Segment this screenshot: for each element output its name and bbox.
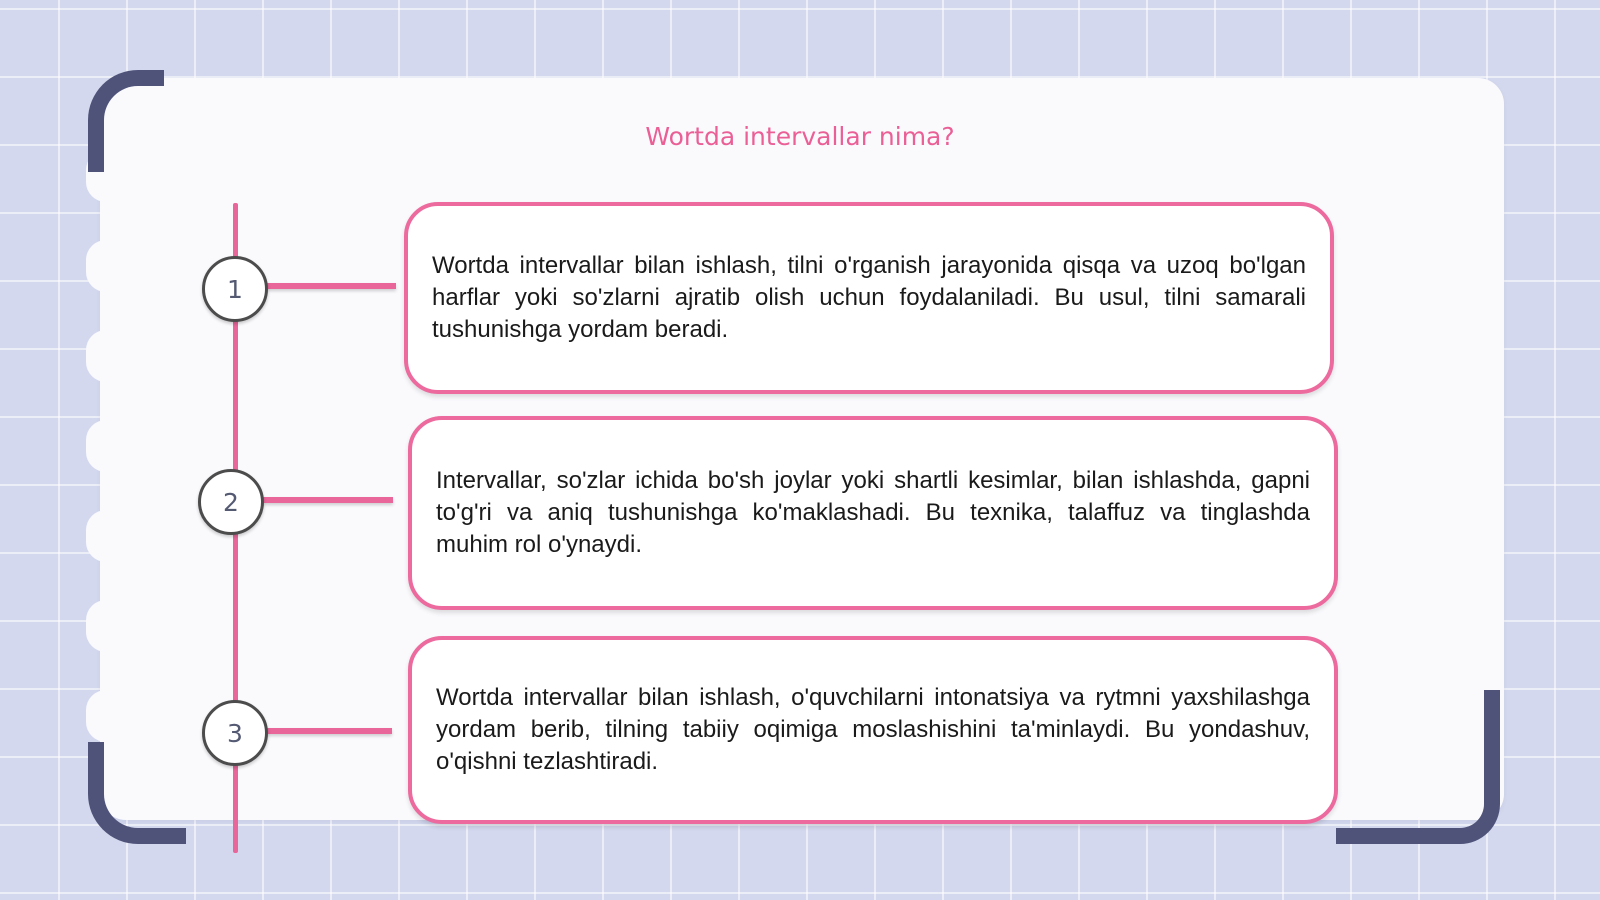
paper-scallop	[86, 690, 126, 742]
step-card-3	[408, 636, 1338, 824]
timeline-connector	[266, 728, 392, 734]
step-card-2	[408, 416, 1338, 610]
paper-scallop	[86, 510, 126, 562]
timeline-connector	[266, 283, 396, 289]
step-text-3: Wortda intervallar bilan ishlash, o'quvchilarni intonatsiya va rytmni yaxshilashga yordam berib, tilning tabiiy oqimiga moslashishini ta'minlaydi. Bu yondashuv, o'qishni tezlashtiradi.	[436, 684, 1310, 775]
step-card-1	[404, 202, 1334, 394]
paper-scallop	[86, 600, 126, 652]
paper-scallop	[86, 240, 126, 292]
step-number-3: 3	[202, 700, 268, 766]
slide-title: Wortda intervallar nima?	[645, 122, 955, 151]
corner-bracket-top-left	[88, 70, 164, 172]
corner-bracket-bottom-left	[88, 742, 186, 844]
paper-scallop	[86, 330, 126, 382]
step-text-1: Wortda intervallar bilan ishlash, tilni o'rganish jarayonida qisqa va uzoq bo'lgan harflar yoki so'zlarni ajratib olish uchun foydalaniladi. Bu usul, tilni samarali tushunishga yordam beradi.	[432, 252, 1306, 343]
timeline-connector	[263, 497, 393, 503]
corner-bracket-bottom-right	[1336, 690, 1500, 844]
step-number-2: 2	[198, 469, 264, 535]
step-text-2: Intervallar, so'zlar ichida bo'sh joylar yoki shartli kesimlar, bilan ishlashda, gapni to'g'ri va aniq tushunishga ko'maklashadi. Bu texnika, talaffuz va tinglashda muhim rol o'ynaydi.	[436, 467, 1310, 558]
step-number-1: 1	[202, 256, 268, 322]
paper-scallop	[86, 420, 126, 472]
